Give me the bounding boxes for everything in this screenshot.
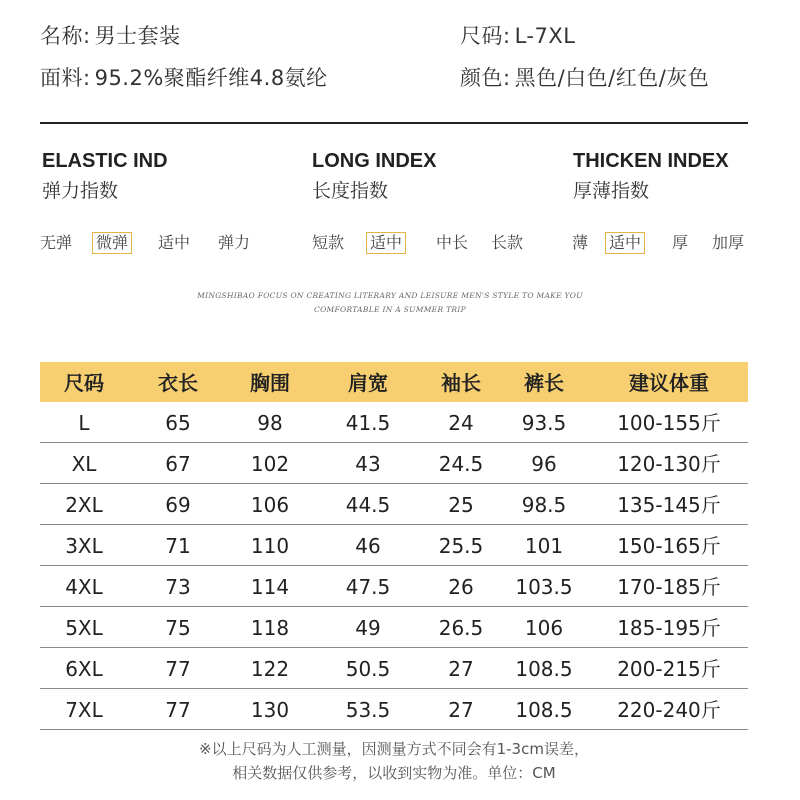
table-cell: 120-130斤 [617, 452, 721, 476]
product-name-value: 男士套装 [94, 24, 181, 48]
long-index-subtitle: 长度指数 [312, 180, 389, 202]
table-cell: 77 [165, 698, 191, 722]
table-cell: 25.5 [438, 534, 484, 558]
fabric-label: 面料: [40, 66, 91, 90]
table-row [40, 648, 748, 689]
header-pants-length: 裤长 [524, 371, 564, 395]
table-cell: 26 [448, 575, 474, 599]
elastic-option: 无弹 [40, 233, 73, 252]
table-cell: 108.5 [515, 657, 573, 681]
table-cell: 71 [165, 534, 191, 558]
table-cell: 106 [250, 493, 290, 517]
table-cell: 27 [448, 657, 474, 681]
table-cell: 98 [257, 411, 283, 435]
table-cell: 122 [250, 657, 290, 681]
table-cell: 69 [165, 493, 191, 517]
header-chest: 胸围 [250, 371, 290, 395]
table-cell: 77 [165, 657, 191, 681]
elastic-option: 弹力 [218, 233, 251, 252]
table-cell: 5XL [65, 616, 103, 640]
table-cell: 46 [355, 534, 381, 558]
table-cell: 98.5 [521, 493, 567, 517]
table-cell: 43 [355, 452, 381, 476]
table-cell: 25 [448, 493, 474, 517]
table-cell: 130 [250, 698, 290, 722]
table-cell: XL [71, 452, 97, 476]
table-cell: 75 [165, 616, 191, 640]
table-cell: 110 [250, 534, 290, 558]
table-cell: 93.5 [521, 411, 567, 435]
table-cell: 44.5 [345, 493, 391, 517]
size-range-value: L-7XL [514, 24, 576, 48]
table-row [40, 607, 748, 648]
table-cell: 26.5 [438, 616, 484, 640]
table-cell: 24.5 [438, 452, 484, 476]
thickness-option: 薄 [572, 233, 589, 252]
table-cell: 170-185斤 [617, 575, 721, 599]
brand-slogan [180, 289, 600, 317]
long-index-title: LONG INDEX [312, 150, 437, 172]
length-option: 中长 [436, 233, 469, 252]
table-row [40, 443, 748, 484]
slogan-line-2: COMFORTABLE IN A SUMMER TRIP [314, 305, 466, 314]
table-cell: 135-145斤 [617, 493, 721, 517]
table-cell: 65 [165, 411, 191, 435]
size-table [40, 362, 748, 730]
product-fabric [40, 62, 328, 92]
table-cell: 53.5 [345, 698, 391, 722]
table-cell: 118 [250, 616, 290, 640]
table-cell: 27 [448, 698, 474, 722]
top-divider [40, 122, 748, 124]
slogan-line-1: MINGSHIBAO FOCUS ON CREATING LITERARY AND LEISURE MEN'S STYLE TO MAKE YOU [197, 291, 583, 300]
measurement-note-2: 相关数据仅供参考，以收到实物为准。单位：CM [232, 764, 556, 782]
header-weight: 建议体重 [629, 371, 709, 395]
elastic-index-title: ELASTIC IND [42, 150, 168, 172]
fabric-value: 95.2%聚酯纤维4.8氨纶 [94, 66, 328, 90]
size-range-label: 尺码: [460, 24, 511, 48]
table-cell: 114 [250, 575, 290, 599]
header-size: 尺码 [64, 371, 104, 395]
size-table-header [40, 362, 748, 402]
table-cell: 41.5 [345, 411, 391, 435]
product-colors [460, 62, 709, 92]
table-cell: 200-215斤 [617, 657, 721, 681]
table-cell: 185-195斤 [617, 616, 721, 640]
table-cell: 101 [524, 534, 564, 558]
colors-label: 颜色: [460, 66, 511, 90]
measurement-note-1: ※以上尺码为人工测量，因测量方式不同会有1-3cm误差， [199, 740, 589, 758]
table-cell: 103.5 [515, 575, 573, 599]
table-cell: 96 [531, 452, 557, 476]
length-option: 适中 [366, 232, 406, 254]
table-cell: 106 [524, 616, 564, 640]
table-cell: 49 [355, 616, 381, 640]
header-sleeve: 袖长 [441, 371, 481, 395]
table-cell: 24 [448, 411, 474, 435]
colors-value: 黑色/白色/红色/灰色 [514, 66, 710, 90]
elastic-option: 适中 [158, 233, 191, 252]
product-size-range [460, 20, 575, 50]
table-cell: 67 [165, 452, 191, 476]
table-row [40, 525, 748, 566]
table-row [40, 566, 748, 607]
table-cell: 102 [250, 452, 290, 476]
length-option: 短款 [312, 233, 345, 252]
table-cell: 7XL [65, 698, 103, 722]
header-length: 衣长 [158, 371, 198, 395]
table-cell: 220-240斤 [617, 698, 721, 722]
table-row [40, 402, 748, 443]
table-cell: 108.5 [515, 698, 573, 722]
table-cell: 3XL [65, 534, 103, 558]
thickness-option: 厚 [672, 233, 689, 252]
table-cell: 4XL [65, 575, 103, 599]
elastic-option: 微弹 [92, 232, 132, 254]
table-cell: 100-155斤 [617, 411, 721, 435]
thickness-option: 加厚 [712, 233, 745, 252]
table-cell: 150-165斤 [617, 534, 721, 558]
product-name-label: 名称: [40, 24, 91, 48]
table-row [40, 689, 748, 730]
table-cell: 47.5 [345, 575, 391, 599]
thicken-index-subtitle: 厚薄指数 [573, 180, 650, 202]
table-cell: 50.5 [345, 657, 391, 681]
table-cell: 2XL [65, 493, 103, 517]
table-cell: 6XL [65, 657, 103, 681]
table-cell: 73 [165, 575, 191, 599]
elastic-index-subtitle: 弹力指数 [42, 180, 119, 202]
thicken-index-title: THICKEN INDEX [573, 150, 729, 172]
product-name [40, 20, 181, 50]
thickness-option: 适中 [605, 232, 645, 254]
table-cell: L [78, 411, 90, 435]
length-option: 长款 [491, 233, 524, 252]
table-row [40, 484, 748, 525]
header-shoulder: 肩宽 [348, 371, 388, 395]
